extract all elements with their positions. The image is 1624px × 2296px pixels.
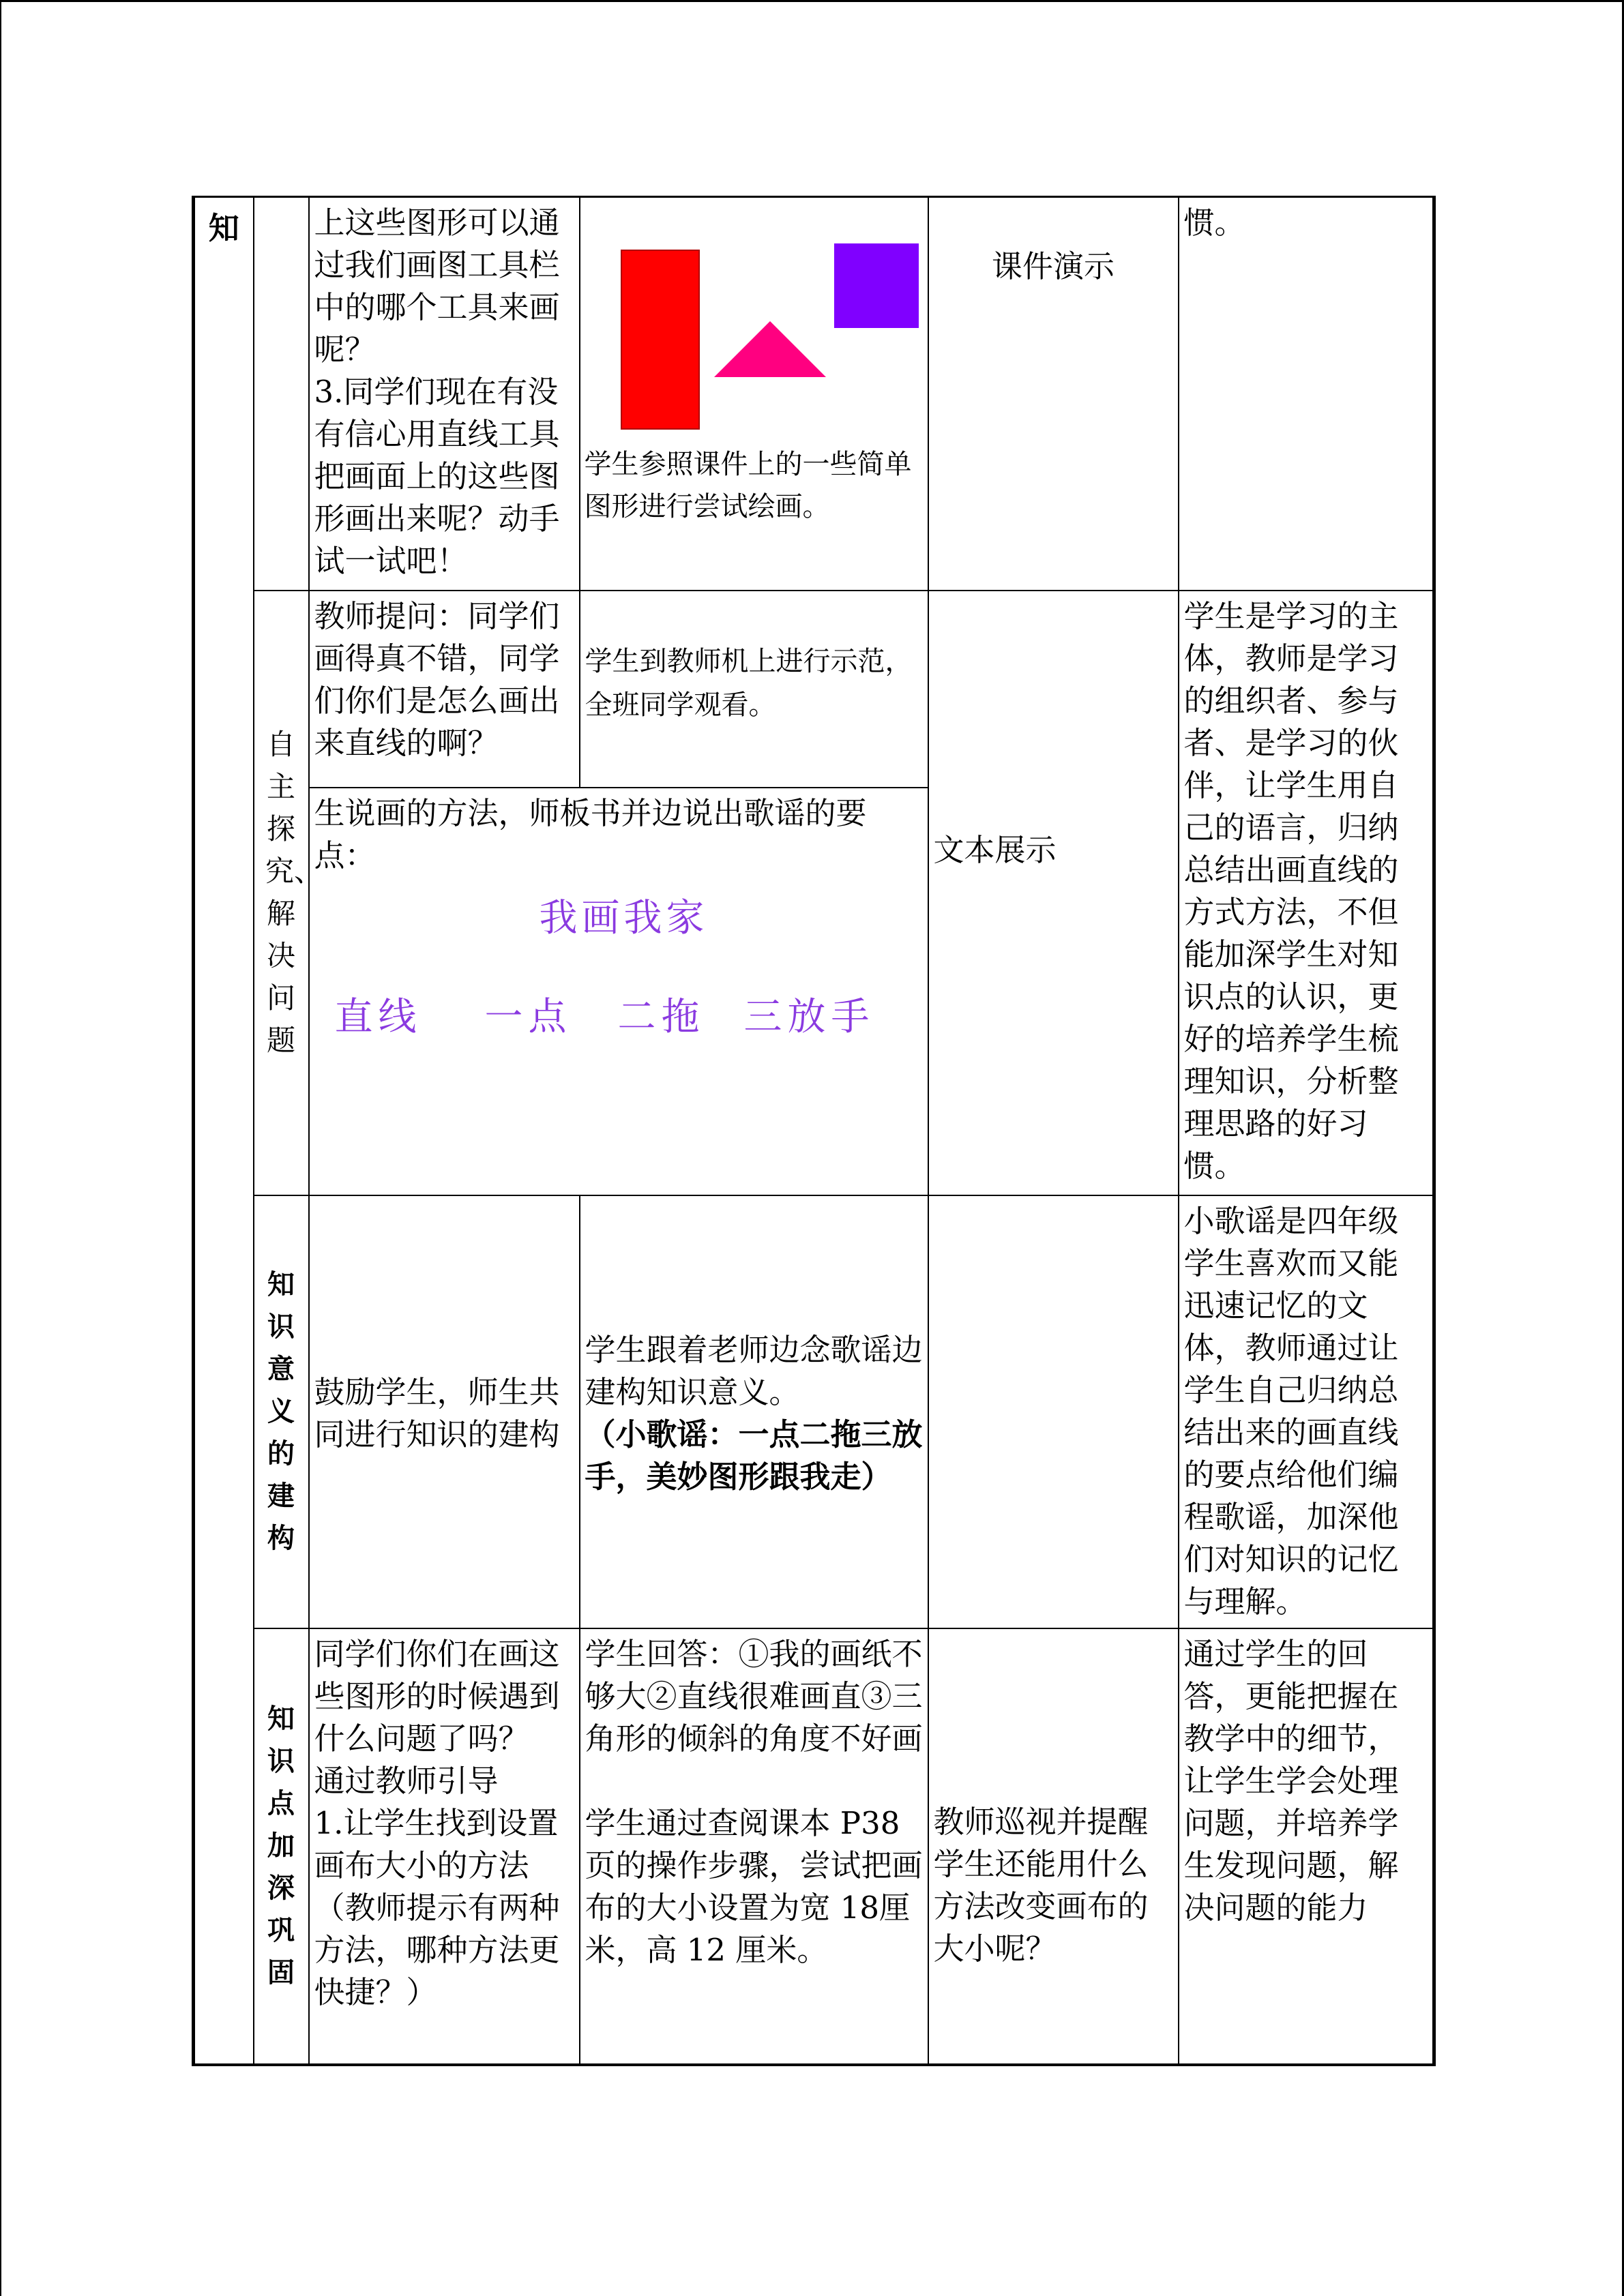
phase-cell — [254, 1195, 309, 1628]
intent-cell — [1179, 591, 1434, 1195]
activity-cell — [309, 197, 580, 591]
phase-label-construction: 知识意义的建构 — [267, 1268, 295, 1554]
teacher-activity-text: 上这些图形可以通过我们画图工具栏中的哪个工具来画呢？ 3.同学们现在有没有信心用直线工具把画面上的这些图形画出来呢？动手试一试吧！ — [314, 205, 560, 579]
student-cell — [580, 591, 928, 788]
song-word: 一点 — [484, 994, 572, 1039]
phase-cell — [254, 591, 323, 1195]
media-text: 文本展示 — [933, 832, 1057, 868]
page-border-top — [0, 0, 1624, 2]
media-cell — [928, 1195, 1179, 1628]
activity-cell — [309, 1628, 580, 2065]
student-cell — [580, 197, 928, 591]
student-song-text: （小歌谣：一点二拖三放手，美妙图形跟我走） — [585, 1416, 923, 1495]
media-cell — [928, 197, 1179, 591]
media-cell — [928, 591, 1179, 1195]
section-label: 知 — [208, 210, 239, 246]
phase-cell-empty — [254, 197, 309, 591]
student-demo-text: 学生到教师机上进行示范，全班同学观看。 — [585, 645, 913, 721]
phase-label-self-explore: 自主探究、解决问题 — [265, 728, 323, 1057]
teacher-activity-text: 同学们你们在画这些图形的时候遇到什么问题了吗？ 通过教师引导 1.让学生找到设置画布大小的方法（教师提示有两种方法，哪种方法更快捷？） — [314, 1635, 560, 2010]
intent-cell — [1179, 197, 1434, 591]
student-answer-text: 学生回答：①我的画纸不够大②直线很难画直③三角形的倾斜的角度不好画 — [585, 1635, 923, 1757]
teacher-question-text: 教师提问：同学们画得真不错，同学们你们是怎么画出来直线的啊？ — [314, 597, 560, 761]
table-row — [194, 591, 1434, 788]
intent-text: 小歌谣是四年级学生喜欢而又能迅速记忆的文体，教师通过让学生自己归纳总结出来的画直线的要点给他们编程歌谣，加深他们对知识的记忆与理解。 — [1183, 1202, 1399, 1620]
song-word: 三放手 — [743, 994, 875, 1039]
student-cell — [580, 1628, 928, 2065]
student-practice-text: 学生通过查阅课本 P38页的操作步骤，尝试把画布的大小设置为宽 18厘米，高 12 厘米。 — [585, 1804, 923, 1968]
song-cell — [309, 788, 928, 1195]
table-row — [194, 197, 1434, 591]
phase-label-consolidate: 知识点加深巩固 — [267, 1703, 295, 1988]
shapes-illustration — [580, 198, 921, 443]
song-title: 我画我家 — [539, 895, 709, 940]
song-word: 直线 — [334, 994, 422, 1039]
phase-cell — [254, 1628, 309, 2065]
teacher-activity-text: 鼓励学生，师生共同进行知识的建构 — [314, 1374, 560, 1452]
red-rectangle-shape — [621, 250, 700, 430]
lesson-plan-table — [192, 196, 1436, 2066]
method-text: 生说画的方法，师板书并边说出歌谣的要点： — [314, 794, 867, 874]
song-board — [314, 877, 923, 1136]
media-cell — [928, 1628, 1179, 2065]
student-cell — [580, 1195, 928, 1628]
intent-text: 惯。 — [1183, 205, 1245, 241]
intent-text: 通过学生的回答，更能把握在教学中的细节，让学生学会处理问题，并培养学生发现问题，解决问题的能力 — [1183, 1635, 1399, 1926]
intent-cell — [1179, 1628, 1434, 2065]
purple-square-shape — [834, 243, 919, 328]
table-row — [194, 1195, 1434, 1628]
activity-cell — [309, 591, 580, 788]
student-activity-text: 学生参照课件上的一些简单图形进行尝试绘画。 — [584, 449, 912, 522]
pink-triangle-shape — [714, 321, 826, 377]
intent-text: 学生是学习的主体，教师是学习的组织者、参与者、是学习的伙伴，让学生用自己的语言，归纳总结出画直线的方式方法，不但能加深学生对知识点的认识，更好的培养学生梳理知识，分析整理思路的好习惯。 — [1183, 597, 1399, 1184]
activity-cell — [309, 1195, 580, 1628]
media-text: 课件演示 — [991, 248, 1114, 284]
media-text: 教师巡视并提醒学生还能用什么方法改变画布的大小呢？ — [933, 1803, 1149, 1967]
page-border-left — [0, 0, 1, 2296]
section-cell — [194, 197, 254, 2065]
intent-cell — [1179, 1195, 1434, 1628]
student-activity-text: 学生跟着老师边念歌谣边建构知识意义。 — [585, 1332, 923, 1410]
song-word: 二拖 — [617, 994, 705, 1039]
table-row — [194, 1628, 1434, 2065]
